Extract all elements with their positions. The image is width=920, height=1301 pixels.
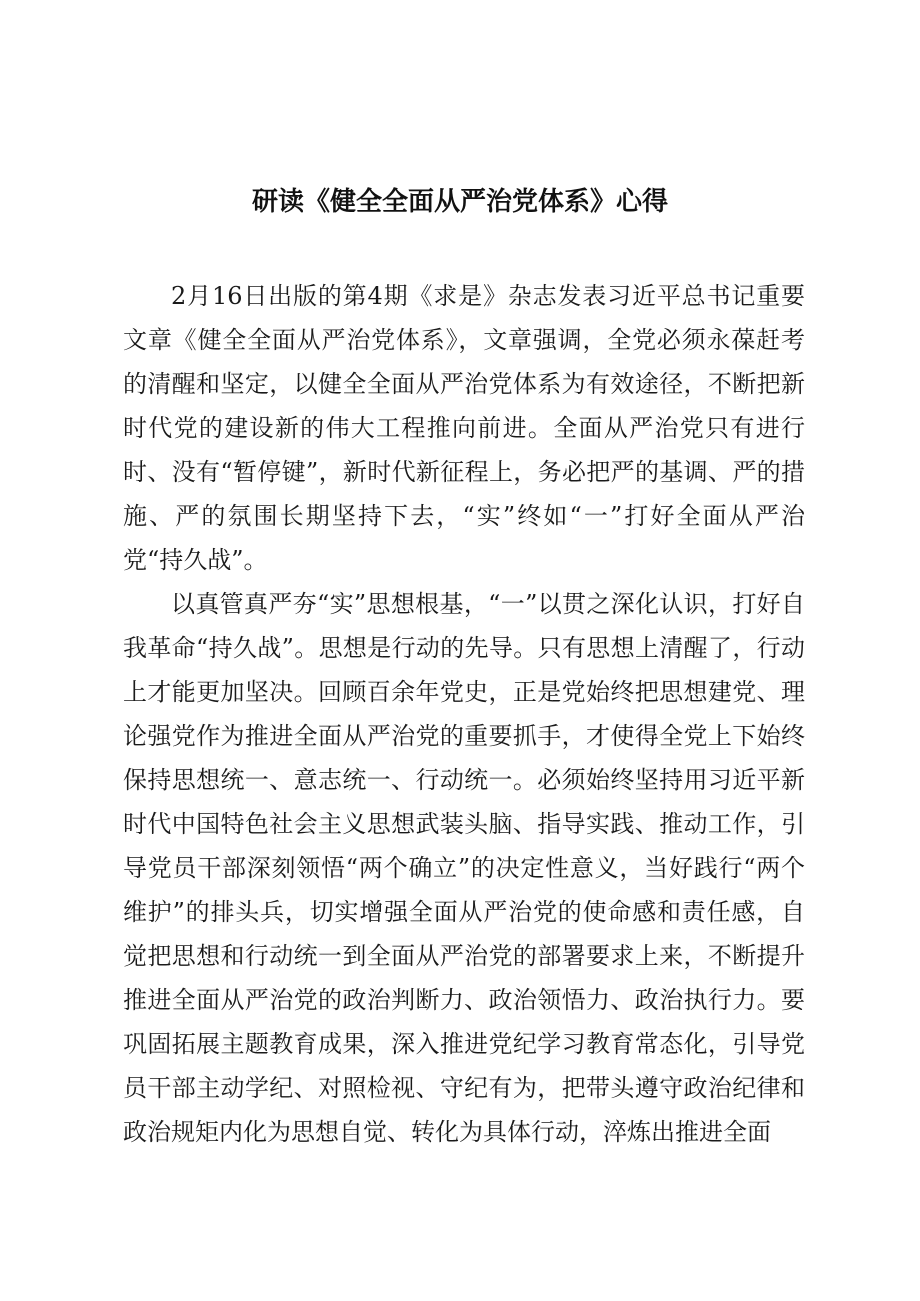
- paragraph-2: 以真管真严夯“实”思想根基，“一”以贯之深化认识，打好自我革命“持久战”。思想是行动的先导。只有思想上清醒了，行动上才能更加坚决。回顾百余年党史，正是党始终把思想建党、理论强党作为推进全面从严治党的重要抓手，才使得全党上下始终保持思想统一、意志统一、行动统一。必须始终坚持用习近平新时代中国特色社会主义思想武装头脑、指导实践、推动工作，引导党员干部深刻领悟“两个确立”的决定性意义，当好践行“两个维护”的排头兵，切实增强全面从严治党的使命感和责任感，自觉把思想和行动统一到全面从严治党的部署要求上来，不断提升推进全面从严治党的政治判断力、政治领悟力、政治执行力。要巩固拓展主题教育成果，深入推进党纪学习教育常态化，引导党员干部主动学纪、对照检视、守纪有为，把带头遵守政治纪律和政治规矩内化为思想自觉、转化为具体行动，淬炼出推进全面: [123, 590, 805, 1146]
- paragraph-1: 2月16日出版的第4期《求是》杂志发表习近平总书记重要文章《健全全面从严治党体系》，文章强调，全党必须永葆赶考的清醒和坚定，以健全全面从严治党体系为有效途径，不断把新时代党的建设新的伟大工程推向前进。全面从严治党只有进行时、没有“暂停键”，新时代新征程上，务必把严的基调、严的措施、严的氛围长期坚持下去，“实”终如“一”打好全面从严治党“持久战”。: [123, 282, 805, 574]
- document-body: [123, 274, 805, 1154]
- document-title: 研读《健全全面从严治党体系》心得: [251, 187, 668, 217]
